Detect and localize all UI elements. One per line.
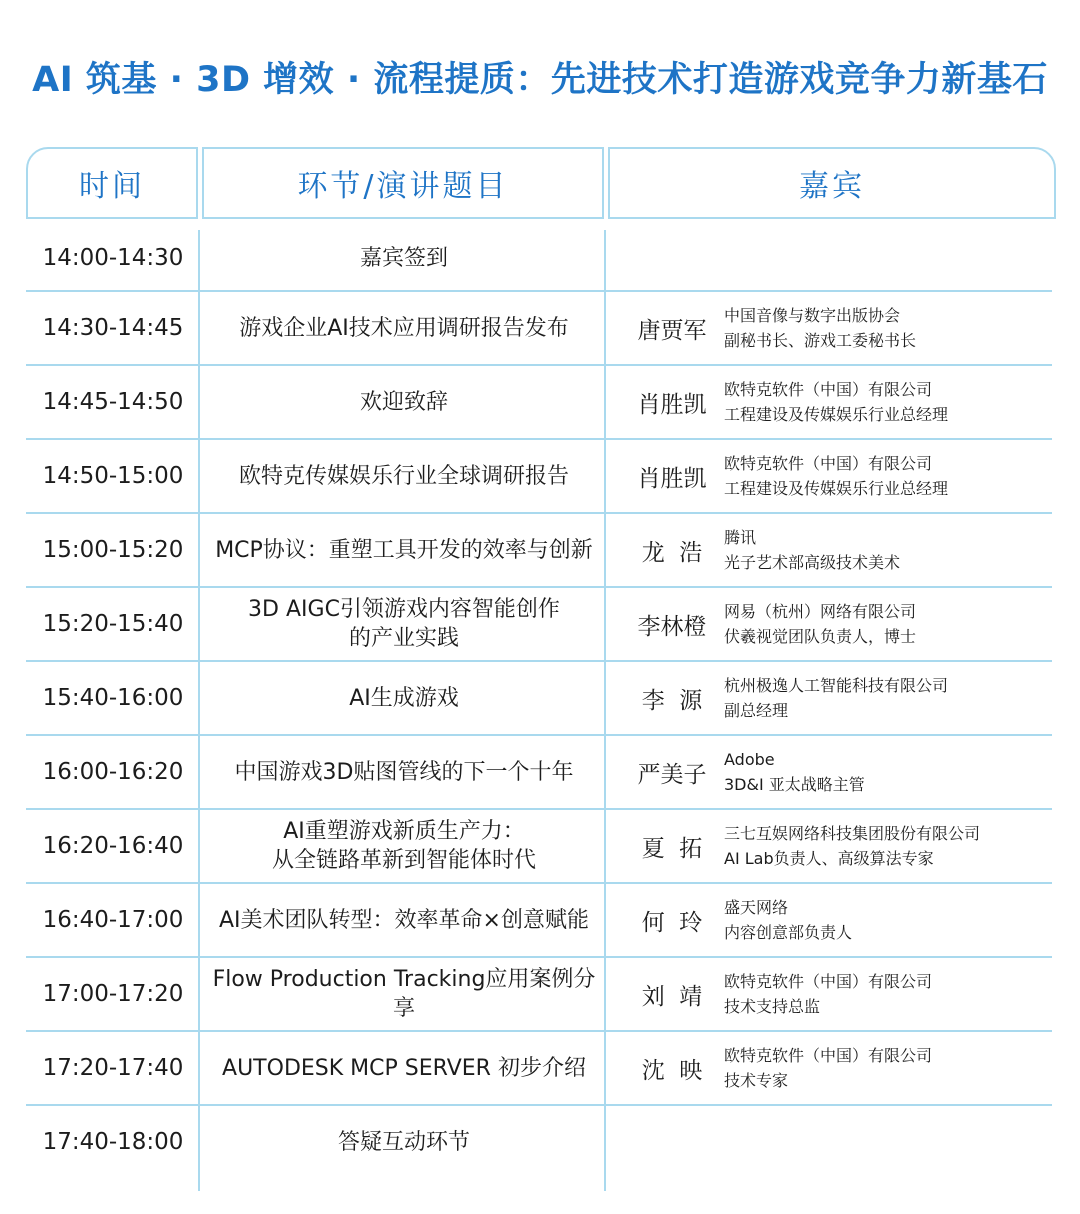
table-row bbox=[26, 226, 1052, 292]
speaker-affiliation bbox=[724, 884, 1049, 956]
speaker-affiliation bbox=[724, 1032, 1049, 1104]
affiliation-line: 技术专家 bbox=[724, 1071, 789, 1090]
affiliation-line: 欧特克软件（中国）有限公司 bbox=[724, 972, 933, 991]
table-row bbox=[26, 1106, 1052, 1178]
table-row bbox=[26, 884, 1052, 958]
time-cell: 15:00-15:20 bbox=[42, 537, 184, 563]
topic-line: AI美术团队转型：效率革命×创意赋能 bbox=[219, 907, 589, 933]
topic-cell bbox=[202, 588, 606, 660]
table-row bbox=[26, 514, 1052, 588]
topic-cell bbox=[202, 292, 606, 364]
topic-cell bbox=[202, 440, 606, 512]
speaker-affiliation bbox=[724, 662, 1049, 734]
topic-line: AUTODESK MCP SERVER 初步介绍 bbox=[222, 1055, 586, 1081]
time-cell: 17:00-17:20 bbox=[42, 981, 184, 1007]
speaker-affiliation bbox=[724, 366, 1049, 438]
speaker-name: 何 玲 bbox=[641, 909, 703, 936]
topic-line: 答疑互动环节 bbox=[337, 1129, 470, 1155]
schedule-table bbox=[26, 226, 1052, 1178]
affiliation-line: 3D&I 亚太战略主管 bbox=[724, 775, 865, 794]
time-cell: 17:40-18:00 bbox=[42, 1129, 184, 1155]
topic-cell bbox=[202, 226, 606, 290]
affiliation-line: 三七互娱网络科技集团股份有限公司 bbox=[724, 824, 981, 843]
speaker-affiliation bbox=[724, 958, 1049, 1030]
speaker-name: 龙 浩 bbox=[641, 539, 703, 566]
time-cell: 16:20-16:40 bbox=[42, 833, 184, 859]
topic-line: 欢迎致辞 bbox=[359, 389, 448, 415]
topic-cell bbox=[202, 662, 606, 734]
table-row bbox=[26, 1032, 1052, 1106]
topic-line: AI重塑游戏新质生产力： bbox=[283, 819, 525, 844]
time-cell: 15:20-15:40 bbox=[42, 611, 184, 637]
table-row bbox=[26, 292, 1052, 366]
speaker-name: 李林橙 bbox=[637, 613, 707, 640]
header-topic: 环节/演讲题目 bbox=[202, 147, 604, 219]
topic-cell bbox=[202, 514, 606, 586]
speaker-affiliation bbox=[724, 292, 1049, 364]
affiliation-line: Adobe bbox=[724, 750, 775, 769]
speaker-name: 李 源 bbox=[641, 687, 703, 714]
affiliation-line: 网易（杭州）网络有限公司 bbox=[724, 602, 917, 621]
time-cell: 16:40-17:00 bbox=[42, 907, 184, 933]
affiliation-line: 副秘书长、游戏工委秘书长 bbox=[724, 331, 917, 350]
topic-line: AI生成游戏 bbox=[349, 685, 459, 711]
topic-line: MCP协议：重塑工具开发的效率与创新 bbox=[215, 537, 593, 563]
topic-line: 欧特克传媒娱乐行业全球调研报告 bbox=[238, 463, 569, 489]
time-cell: 14:30-14:45 bbox=[42, 315, 184, 341]
topic-cell bbox=[202, 736, 606, 808]
time-cell: 15:40-16:00 bbox=[42, 685, 184, 711]
affiliation-line: 欧特克软件（中国）有限公司 bbox=[724, 1046, 933, 1065]
topic-line: 3D AIGC引领游戏内容智能创作 bbox=[248, 597, 560, 622]
affiliation-line: 杭州极逸人工智能科技有限公司 bbox=[724, 676, 949, 695]
speaker-affiliation bbox=[724, 588, 1049, 660]
affiliation-line: 腾讯 bbox=[724, 528, 757, 547]
header-time: 时间 bbox=[26, 147, 198, 219]
topic-cell bbox=[202, 366, 606, 438]
topic-cell bbox=[202, 1032, 606, 1104]
speaker-name: 沈 映 bbox=[641, 1057, 703, 1084]
affiliation-line: 内容创意部负责人 bbox=[724, 923, 853, 942]
speaker-name: 刘 靖 bbox=[641, 983, 703, 1010]
topic-line: 中国游戏3D贴图管线的下一个十年 bbox=[234, 759, 574, 785]
time-cell: 14:45-14:50 bbox=[42, 389, 184, 415]
speaker-affiliation bbox=[724, 810, 1049, 882]
affiliation-line: 中国音像与数字出版协会 bbox=[724, 306, 901, 325]
topic-line: 从全链路革新到智能体时代 bbox=[271, 848, 536, 873]
table-row bbox=[26, 366, 1052, 440]
topic-cell bbox=[202, 810, 606, 882]
affiliation-line: 伏羲视觉团队负责人，博士 bbox=[724, 627, 917, 646]
speaker-name: 肖胜凯 bbox=[637, 465, 707, 492]
affiliation-line: 工程建设及传媒娱乐行业总经理 bbox=[724, 405, 949, 424]
table-row bbox=[26, 440, 1052, 514]
affiliation-line: AI Lab负责人、高级算法专家 bbox=[724, 849, 934, 868]
affiliation-line: 技术支持总监 bbox=[724, 997, 821, 1016]
time-cell: 17:20-17:40 bbox=[42, 1055, 184, 1081]
topic-cell bbox=[202, 958, 606, 1030]
speaker-name: 严美子 bbox=[637, 761, 707, 788]
speaker-name: 唐贾军 bbox=[637, 317, 707, 344]
page-title: AI 筑基 · 3D 增效 · 流程提质：先进技术打造游戏竞争力新基石 bbox=[32, 60, 1048, 100]
affiliation-line: 工程建设及传媒娱乐行业总经理 bbox=[724, 479, 949, 498]
speaker-affiliation bbox=[724, 736, 1049, 808]
time-cell: 14:50-15:00 bbox=[42, 463, 184, 489]
affiliation-line: 盛天网络 bbox=[724, 898, 789, 917]
topic-line: Flow Production Tracking应用案例分享 bbox=[212, 967, 596, 1021]
time-cell: 16:00-16:20 bbox=[42, 759, 184, 785]
speaker-affiliation bbox=[724, 440, 1049, 512]
speaker-name: 肖胜凯 bbox=[637, 391, 707, 418]
affiliation-line: 光子艺术部高级技术美术 bbox=[724, 553, 901, 572]
time-cell: 14:00-14:30 bbox=[42, 245, 184, 271]
table-row bbox=[26, 662, 1052, 736]
speaker-affiliation bbox=[724, 514, 1049, 586]
table-row bbox=[26, 736, 1052, 810]
topic-cell bbox=[202, 1106, 606, 1178]
table-row bbox=[26, 810, 1052, 884]
topic-line: 的产业实践 bbox=[348, 626, 459, 651]
table-row bbox=[26, 588, 1052, 662]
affiliation-line: 欧特克软件（中国）有限公司 bbox=[724, 380, 933, 399]
header-guest: 嘉宾 bbox=[608, 147, 1056, 219]
topic-line: 游戏企业AI技术应用调研报告发布 bbox=[239, 315, 569, 341]
speaker-name: 夏 拓 bbox=[641, 835, 703, 862]
affiliation-line: 欧特克软件（中国）有限公司 bbox=[724, 454, 933, 473]
topic-cell bbox=[202, 884, 606, 956]
affiliation-line: 副总经理 bbox=[724, 701, 789, 720]
topic-line: 嘉宾签到 bbox=[359, 245, 448, 271]
table-row bbox=[26, 958, 1052, 1032]
